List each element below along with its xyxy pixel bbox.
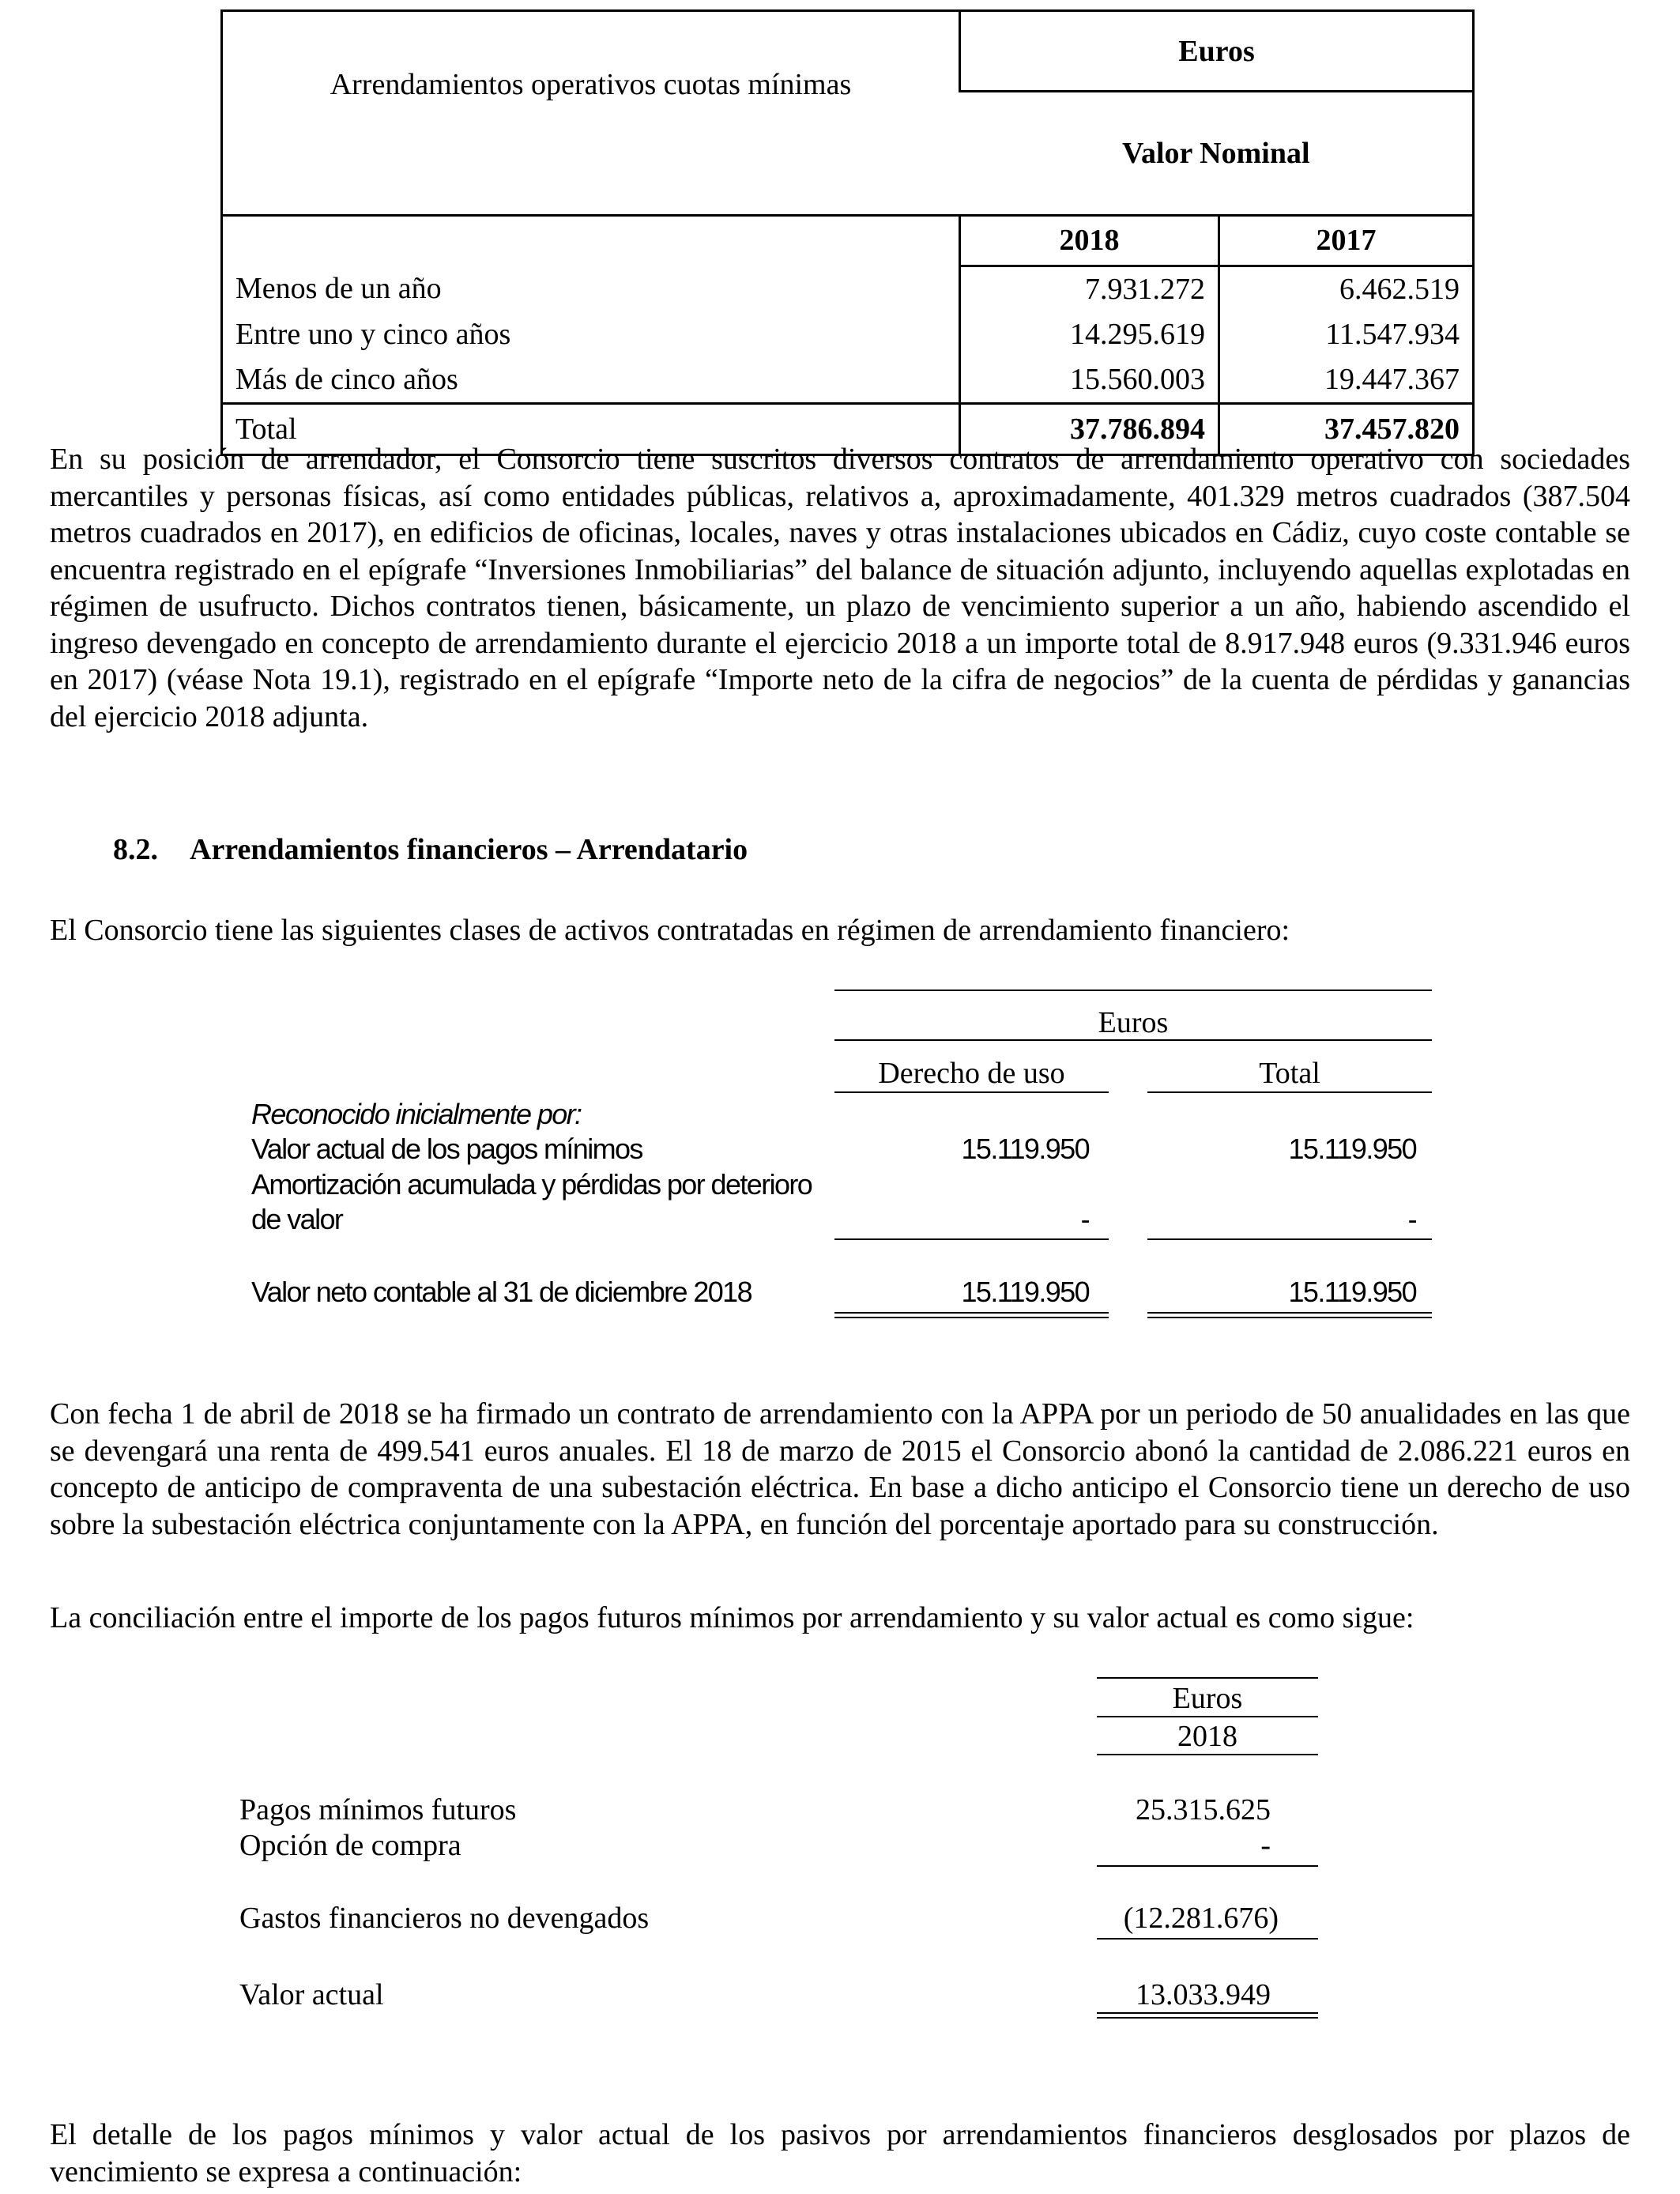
value-2018: 14.295.619 <box>960 312 1219 357</box>
col-right-of-use: Derecho de uso <box>878 1057 1065 1090</box>
row-value: - <box>1260 1829 1271 1862</box>
table-row <box>222 312 1474 357</box>
double-rule <box>834 1312 1109 1318</box>
value-2017: 19.447.367 <box>1219 357 1474 404</box>
row-label: Pagos mínimos futuros <box>239 1793 517 1826</box>
nominal-value-header: Valor Nominal <box>960 92 1474 216</box>
total-2018: 37.786.894 <box>960 403 1219 454</box>
value-2018: 15.560.003 <box>960 357 1219 404</box>
operating-lease-title: Arrendamientos operativos cuotas mínimas <box>222 11 960 216</box>
table-row <box>222 266 1474 312</box>
row-value: (12.281.676) <box>1123 1902 1279 1935</box>
value-right-of-use: 15.119.950 <box>961 1276 1089 1308</box>
value-right-of-use: 15.119.950 <box>961 1133 1089 1165</box>
row-label: Valor actual <box>239 1978 384 2011</box>
total-label: Total <box>222 403 960 454</box>
liabilities-detail-paragraph: El detalle de los pagos mínimos y valor actual de los pasivos por arrendamientos financieros desglosados por plazos de vencimiento se expresa a continuación: <box>50 2118 1630 2188</box>
row-label: Amortización acumulada y pérdidas por deterioro <box>251 1168 812 1201</box>
table-rule <box>834 1091 1109 1093</box>
row-label: Gastos financieros no devengados <box>239 1902 650 1935</box>
year-2017-header: 2017 <box>1219 216 1474 266</box>
net-book-value-label: Valor neto contable al 31 de diciembre 2018 <box>251 1276 752 1308</box>
recognized-subhead: Reconocido inicialmente por: <box>251 1098 582 1130</box>
section-number: 8.2. <box>113 833 158 866</box>
table-rule <box>834 1039 1432 1041</box>
table-rule <box>1097 1938 1318 1940</box>
table-rule <box>1147 1091 1432 1093</box>
value-total: 15.119.950 <box>1288 1276 1416 1308</box>
section-title: Arrendamientos financieros – Arrendatario <box>190 833 748 866</box>
row-label: Opción de compra <box>239 1829 461 1862</box>
value-total: 15.119.950 <box>1288 1133 1416 1165</box>
table-rule <box>1097 1677 1318 1679</box>
col-total: Total <box>1259 1057 1320 1090</box>
table-rule <box>1147 1238 1432 1240</box>
row-label: Entre uno y cinco años <box>222 312 960 357</box>
appa-contract-paragraph: Con fecha 1 de abril de 2018 se ha firmado un contrato de arrendamiento con la APPA por un periodo de 50 anualidades en las que se devengará una renta de 499.541 euros anuales. El 18 de marzo de 2015 el Consorcio abonó la cantidad de 2.086.221 euros en concepto de anticipo de compraventa de una subestación eléctrica. En base a dicho anticipo el Consorcio tiene un derecho de uso sobre la subestación eléctrica conjuntamente con la APPA, en función del porcentaje aportado para su construcción. <box>50 1397 1630 1541</box>
table-rule <box>1097 1716 1318 1717</box>
table-rule <box>1097 1754 1318 1755</box>
table-rule <box>1097 1865 1318 1867</box>
double-rule <box>1147 1312 1432 1318</box>
row-label: Más de cinco años <box>222 357 960 404</box>
row-label: de valor <box>251 1203 343 1235</box>
row-label: Valor actual de los pagos mínimos <box>251 1133 642 1165</box>
row-label: Menos de un año <box>222 266 960 312</box>
value-right-of-use: - <box>1080 1203 1089 1235</box>
value-2018: 7.931.272 <box>960 266 1219 312</box>
value-total: - <box>1407 1203 1416 1235</box>
section-heading <box>113 832 748 867</box>
value-2017: 11.547.934 <box>1219 312 1474 357</box>
table-rule <box>834 1238 1109 1240</box>
double-rule <box>1097 2012 1318 2019</box>
year-2018-header: 2018 <box>960 216 1219 266</box>
currency-header: Euros <box>1098 1006 1169 1039</box>
row-value: 13.033.949 <box>1136 1978 1271 2011</box>
row-value: 25.315.625 <box>1136 1793 1271 1826</box>
reconciliation-intro: La conciliación entre el importe de los pagos futuros mínimos por arrendamiento y su valor actual es como sigue: <box>50 1601 1414 1634</box>
table-row <box>222 357 1474 404</box>
year-header: 2018 <box>1177 1720 1237 1753</box>
currency-header: Euros <box>960 11 1474 92</box>
finance-lease-intro: El Consorcio tiene las siguientes clases de activos contratadas en régimen de arrendamiento financiero: <box>50 914 1290 947</box>
total-2017: 37.457.820 <box>1219 403 1474 454</box>
operating-lease-table <box>220 9 1475 456</box>
lessor-paragraph: En su posición de arrendador, el Consorcio tiene suscritos diversos contratos de arrendamiento operativo con sociedades mercantiles y personas físicas, así como entidades públicas, relativos a, aproximadamente, 401.329 metros cuadrados (387.504 metros cuadrados en 2017), en edificios de oficinas, locales, naves y otras instalaciones ubicados en Cádiz, cuyo coste contable se encuentra registrado en el epígrafe “Inversiones Inmobiliarias” del balance de situación adjunto, incluyendo aquellas explotadas en régimen de usufructo. Dichos contratos tienen, básicamente, un plazo de vencimiento superior a un año, habiendo ascendido el ingreso devengado en concepto de arrendamiento durante el ejercicio 2018 a un importe total de 8.917.948 euros (9.331.946 euros en 2017) (véase Nota 19.1), registrado en el epígrafe “Importe neto de la cifra de negocios” de la cuenta de pérdidas y ganancias del ejercicio 2018 adjunta. <box>50 443 1630 733</box>
value-2017: 6.462.519 <box>1219 266 1474 312</box>
table-rule <box>834 990 1432 991</box>
currency-header: Euros <box>1172 1682 1243 1715</box>
